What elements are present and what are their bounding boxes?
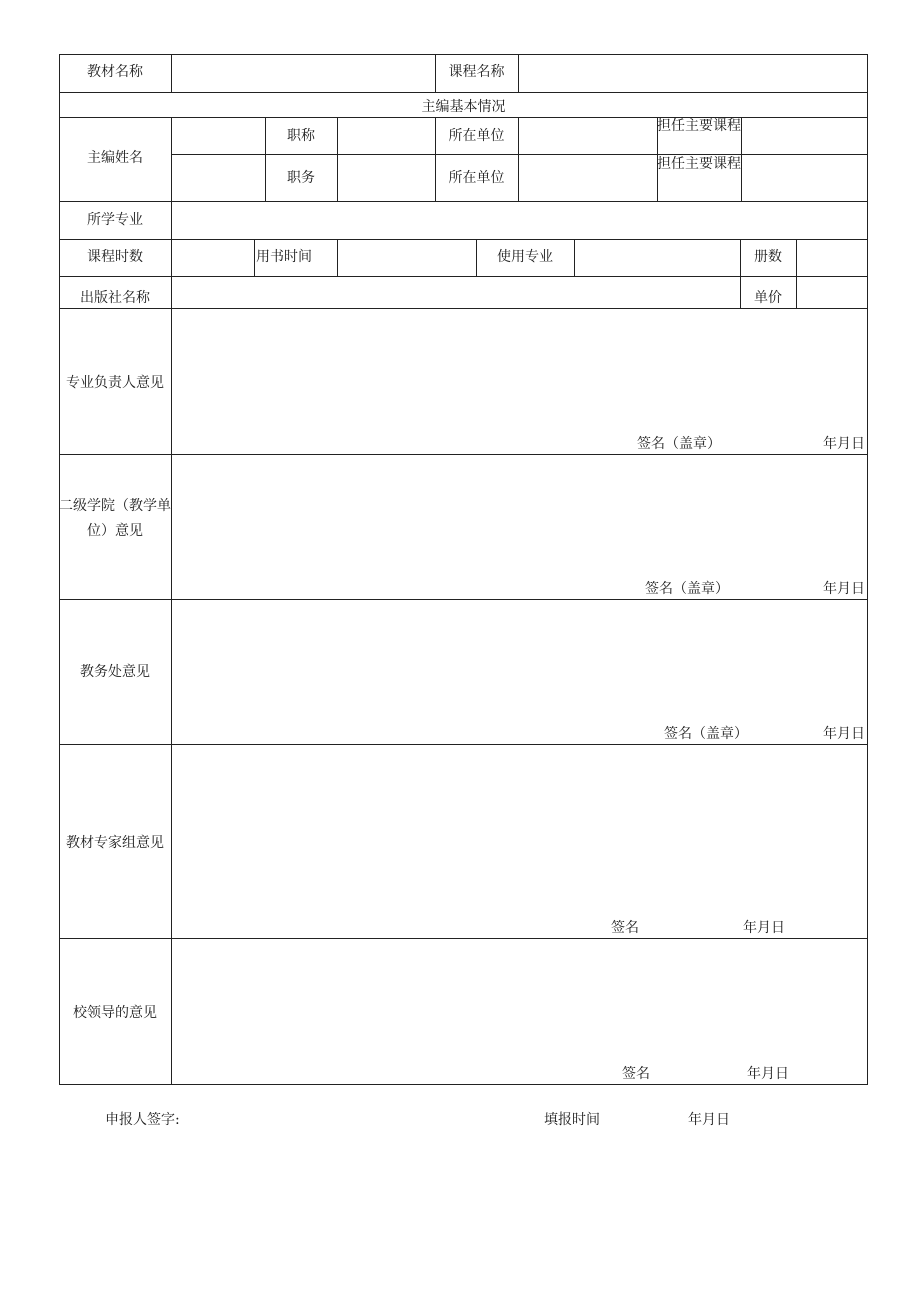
- signature-label: 签名（盖章）: [637, 436, 721, 452]
- rule: [59, 239, 868, 240]
- section-header: 主编基本情况: [421, 99, 506, 115]
- signature-label: 签名（盖章）: [664, 726, 748, 742]
- rule: [171, 117, 172, 1084]
- rule: [337, 239, 338, 276]
- duty-label: 职务: [287, 170, 315, 186]
- rule: [867, 54, 868, 1085]
- date-label: 年月日: [823, 726, 865, 742]
- rule: [59, 744, 868, 745]
- course-name-label: 课程名称: [448, 64, 505, 80]
- course-hours-label: 课程时数: [87, 249, 143, 265]
- rule: [796, 276, 797, 308]
- date-label: 年月日: [743, 920, 785, 936]
- date-label: 年月日: [823, 581, 865, 597]
- rule: [518, 54, 519, 92]
- signature-label: 签名: [622, 1066, 650, 1082]
- rule: [254, 239, 255, 276]
- rule: [59, 54, 60, 1085]
- applicant-signature-label: 申报人签字:: [105, 1112, 180, 1128]
- rule: [574, 239, 575, 276]
- opinion-label: 校领导的意见: [73, 1005, 157, 1021]
- rule: [741, 117, 742, 201]
- rule: [59, 276, 868, 277]
- rule: [337, 117, 338, 201]
- rule: [59, 938, 868, 939]
- rule: [59, 92, 868, 93]
- opinion-label: 教材专家组意见: [66, 835, 164, 851]
- opinion-label: 专业负责人意见: [66, 375, 164, 391]
- rule: [796, 239, 797, 276]
- rule: [59, 1084, 868, 1085]
- unit-price-label: 单价: [754, 290, 782, 306]
- application-form-table: [59, 54, 868, 1085]
- signature-label: 签名（盖章）: [645, 581, 729, 597]
- rule: [59, 201, 868, 202]
- title-label: 职称: [287, 128, 315, 144]
- rule: [59, 454, 868, 455]
- unit-label: 所在单位: [448, 170, 505, 186]
- opinion-label: 二级学院（教学单位）意见: [59, 498, 171, 539]
- publisher-label: 出版社名称: [80, 290, 150, 306]
- rule: [59, 117, 868, 118]
- usage-time-label: 用书时间: [256, 249, 312, 265]
- date-label: 年月日: [747, 1066, 789, 1082]
- date-label: 年月日: [823, 436, 865, 452]
- fill-date-label: 年月日: [688, 1112, 730, 1128]
- volumes-label: 册数: [754, 249, 782, 265]
- main-course-label: 担任主要课程: [657, 156, 741, 172]
- unit-label: 所在单位: [448, 128, 505, 144]
- major-studied-label: 所学专业: [87, 212, 143, 228]
- usage-major-label: 使用专业: [497, 249, 553, 265]
- textbook-name-label: 教材名称: [87, 64, 143, 80]
- signature-label: 签名: [611, 920, 639, 936]
- rule: [59, 599, 868, 600]
- editor-name-label: 主编姓名: [87, 150, 143, 166]
- fill-time-label: 填报时间: [544, 1112, 600, 1128]
- rule: [518, 117, 519, 201]
- rule: [171, 54, 172, 92]
- rule: [59, 308, 868, 309]
- opinion-label: 教务处意见: [80, 664, 150, 680]
- rule: [171, 154, 868, 155]
- main-course-label: 担任主要课程: [657, 118, 741, 134]
- rule: [59, 54, 868, 55]
